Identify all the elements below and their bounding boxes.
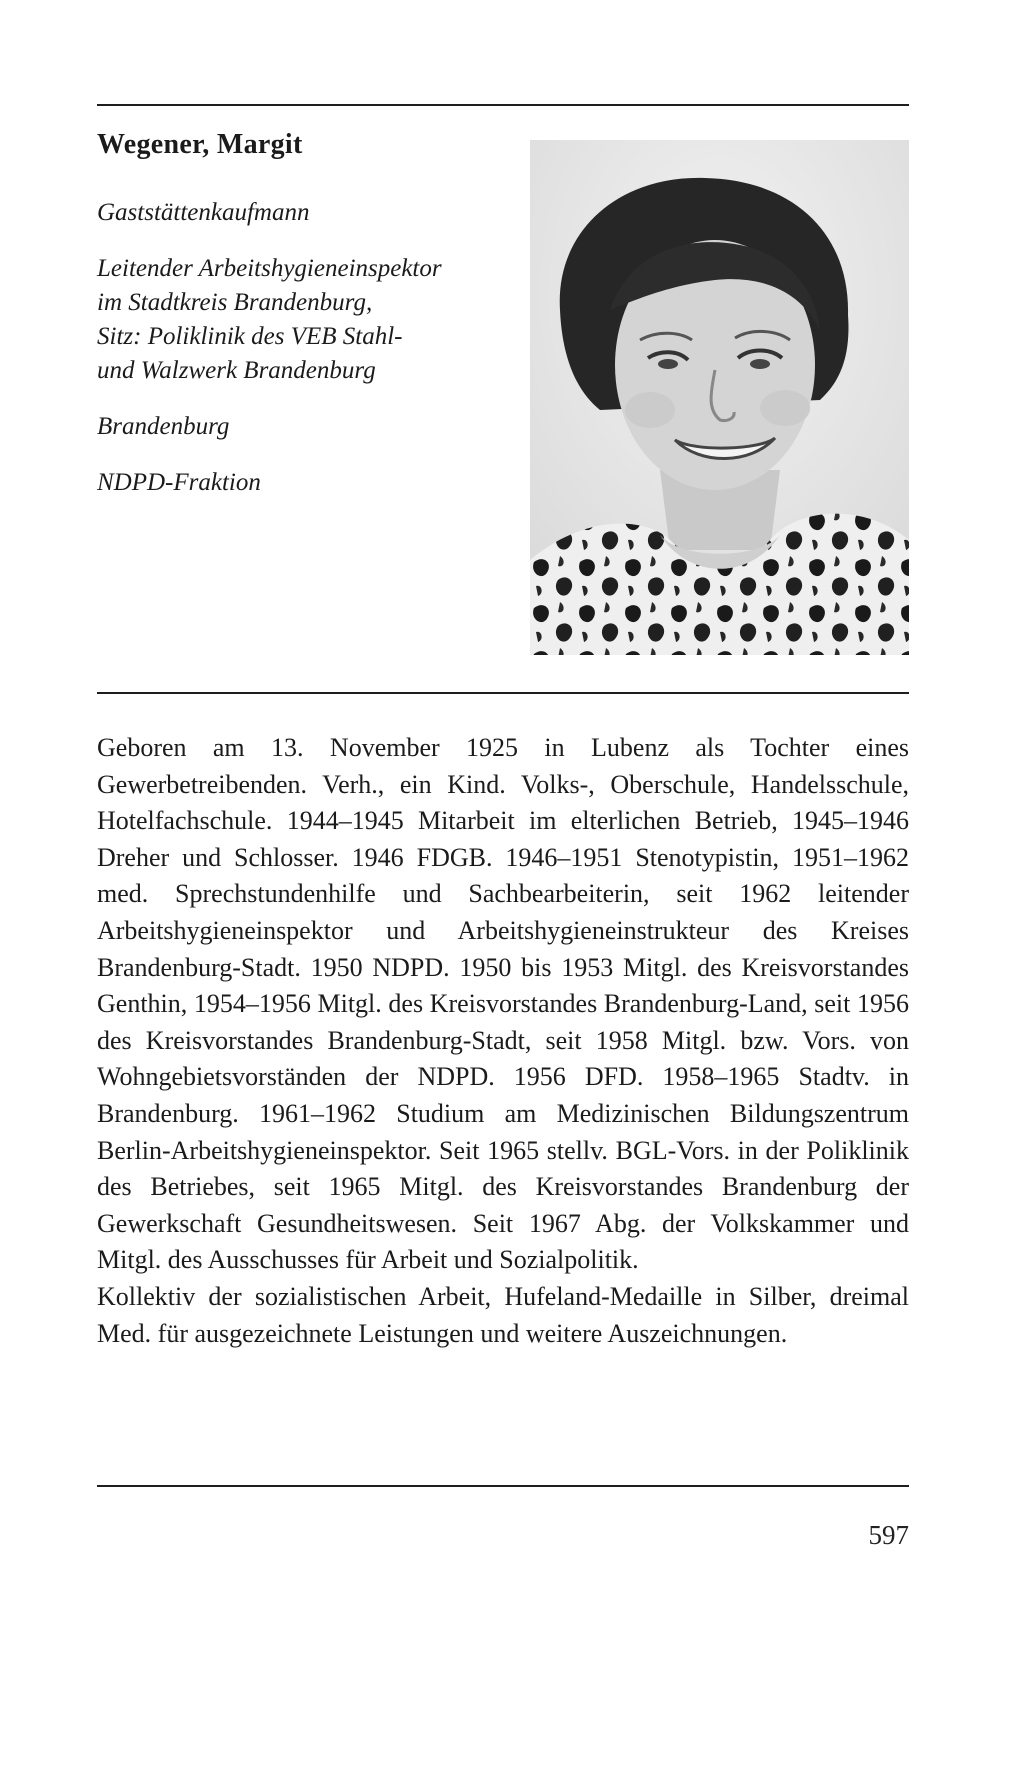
portrait-image <box>530 140 909 655</box>
portrait-photo <box>530 140 909 655</box>
biography-paragraph: Geboren am 13. November 1925 in Lubenz als Tochter eines Gewerbetreibenden. Verh., ein Kind. Volks-, Oberschule, Handelsschule, Hotelfachschule. 1944–1945 Mitarbeit im elterlichen Betrieb, 1945–1946 Dreher und Schlosser. 1946 FDGB. 1946–1951 Stenotypistin, 1951–1962 med. Sprechstundenhilfe und Sachbearbeiterin, seit 1962 leitender Arbeitshygieneinspektor und Arbeitshygieneinstrukteur des Kreises Brandenburg-Stadt. 1950 NDPD. 1950 bis 1953 Mitgl. des Kreisvorstandes Genthin, 1954–1956 Mitgl. des Kreisvorstandes Brandenburg-Land, seit 1956 des Kreisvorstandes Brandenburg-Stadt, seit 1958 Mitgl. bzw. Vors. von Wohngebietsvorständen der NDPD. 1956 DFD. 1958–1965 Stadtv. in Brandenburg. 1961–1962 Studium am Medizinischen Bildungszentrum Berlin-Arbeitshygieneinspektor. Seit 1965 stellv. BGL-Vors. in der Poliklinik des Betriebes, seit 1965 Mitgl. des Kreisvorstandes Brandenburg der Gewerkschaft Gesundheitswesen. Seit 1967 Abg. der Volkskammer und Mitgl. des Ausschusses für Arbeit und Sozialpolitik. <box>97 733 909 1275</box>
middle-divider <box>97 692 909 694</box>
bottom-divider <box>97 1485 909 1487</box>
biography-awards: Kollektiv der sozialistischen Arbeit, Hufeland-Medaille in Silber, dreimal Med. für ausgezeichnete Leistungen und weitere Auszeichnungen. <box>97 1281 909 1348</box>
entry-place: Brandenburg <box>97 413 230 440</box>
entry-header <box>97 128 517 522</box>
entry-faction: NDPD-Fraktion <box>97 469 261 496</box>
page-number: 597 <box>868 1520 909 1550</box>
entry-position: Leitender Arbeitshygieneinspektor im Stadtkreis Brandenburg, Sitz: Poliklinik des VEB Stahl- und Walzwerk Brandenburg <box>97 255 442 384</box>
top-divider <box>97 104 909 106</box>
biography <box>97 730 909 1352</box>
entry-name: Wegener, Margit <box>97 129 303 160</box>
entry-profession: Gaststättenkaufmann <box>97 199 310 226</box>
